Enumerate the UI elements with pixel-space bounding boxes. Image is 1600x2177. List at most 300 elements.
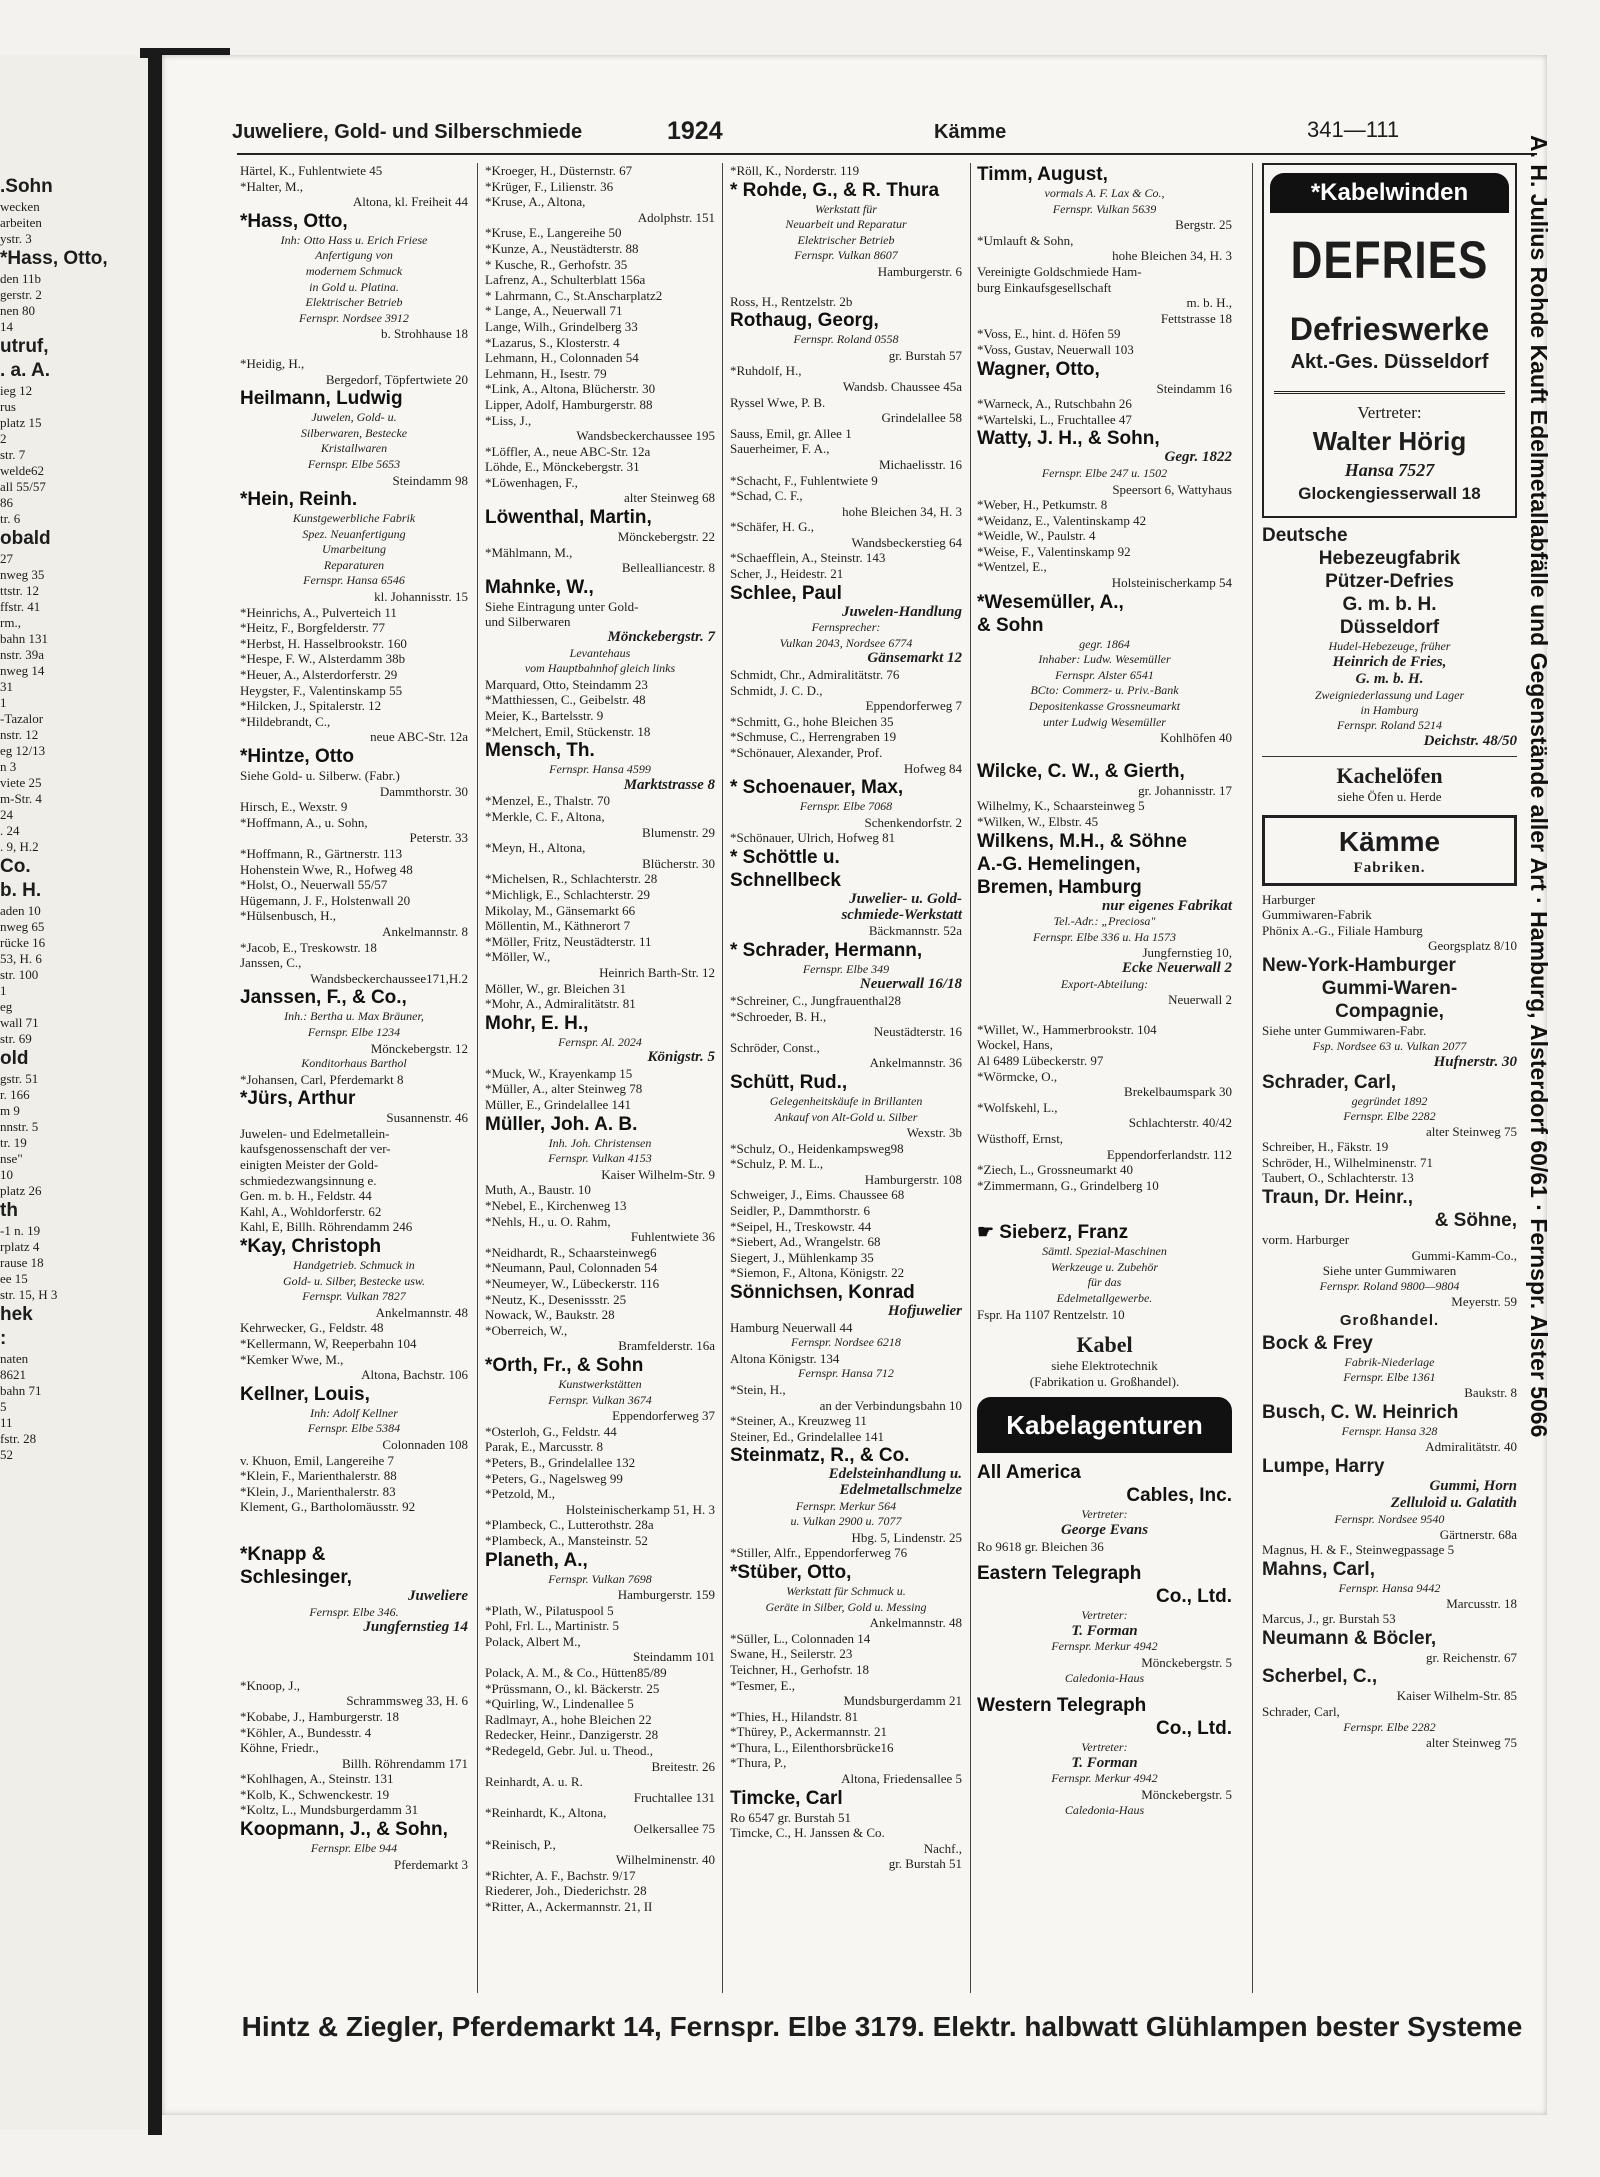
directory-entry-line: Sämtl. Spezial-Maschinen (1042, 1244, 1167, 1259)
left-page-fragment: ystr. 3 (0, 231, 32, 246)
directory-entry-line: *Schaefflein, A., Steinstr. 143 (730, 550, 886, 566)
agency-detail: Mönckebergstr. 5 (1141, 1655, 1232, 1670)
directory-entry-line: Müller, E., Grindelallee 141 (485, 1097, 632, 1113)
directory-entry-line: *Kohlhagen, A., Steinstr. 131 (240, 1771, 394, 1787)
defries-advertisement (1262, 163, 1517, 518)
kabelwinden-banner: *Kabelwinden (1270, 173, 1509, 213)
directory-entry-line: Schröder, H., Wilhelminenstr. 71 (1262, 1154, 1433, 1170)
left-page-fragment: ee 15 (0, 1271, 28, 1286)
directory-entry-line: Fernspr. Hansa 712 (798, 1366, 894, 1381)
directory-entry-line: *Johansen, Carl, Pferdemarkt 8 (240, 1071, 404, 1087)
left-page-fragment: str. 69 (0, 1031, 32, 1046)
directory-entry-line: *Link, A., Altona, Blücherstr. 30 (485, 381, 656, 397)
directory-entry-line: *Hülsenbusch, H., (240, 908, 337, 924)
directory-entry-line: Juwelier- u. Gold- (849, 890, 962, 907)
left-page-fragment: *Hass, Otto, (0, 248, 108, 269)
directory-entry-line: Fernspr. Hansa 9442 (1338, 1580, 1441, 1595)
directory-entry-line: *Schönauer, Ulrich, Hofweg 81 (730, 830, 896, 846)
directory-entry-line: Zelluloid u. Galatith (1390, 1494, 1517, 1511)
spacer (977, 746, 1232, 760)
directory-entry-line: Gänsemarkt 12 (867, 650, 962, 667)
directory-entry-line: *Wörmcke, O., (977, 1068, 1058, 1084)
directory-entry-line: Janssen, C., (240, 955, 302, 971)
directory-entry-line: *Wentzel, E., (977, 559, 1047, 575)
directory-entry-line: Ankelmannstr. 8 (382, 923, 468, 939)
directory-entry-name: Compagnie, (1335, 1000, 1444, 1022)
left-page-fragment: all 55/57 (0, 479, 46, 494)
directory-entry-name: *Jürs, Arthur (240, 1088, 356, 1110)
directory-entry-line: Fsp. Nordsee 63 u. Vulkan 2077 (1312, 1038, 1467, 1053)
directory-entry-line: gr. Reichenstr. 67 (1426, 1649, 1517, 1665)
directory-entry-line: Lange, Wilh., Grindelberg 33 (485, 318, 638, 334)
kabel-heading: Kabel (1076, 1332, 1133, 1358)
directory-entry-line: gr. Johannisstr. 17 (1138, 782, 1232, 798)
directory-entry-line: Hofjuwelier (887, 1303, 962, 1320)
left-page-fragment: 53, H. 6 (0, 951, 42, 966)
directory-entry-line: Pferdemarkt 3 (393, 1856, 468, 1872)
directory-entry-line: Gelegenheitskäufe in Brillanten (769, 1093, 923, 1108)
directory-entry-name: Schnellbeck (730, 869, 841, 891)
directory-entry-line: *Siebert, Ad., Wrangelstr. 68 (730, 1234, 881, 1250)
directory-entry-line: Polack, A. M., & Co., Hütten85/89 (485, 1665, 667, 1681)
directory-entry-line: *Weise, F., Valentinskamp 92 (977, 543, 1131, 559)
directory-entry-name: ☛ Sieberz, Franz (977, 1222, 1129, 1244)
representative-address: Glockengiesserwall 18 (1298, 484, 1481, 503)
directory-entry-line: für das (1087, 1275, 1122, 1290)
column-divider (477, 163, 478, 1993)
agency-detail: Vertreter: (1081, 1507, 1128, 1522)
directory-entry-line: Klement, G., Bartholomäusstr. 92 (240, 1499, 416, 1515)
left-page-fragment: nstr. 39a (0, 647, 45, 662)
directory-entry-line: und Silberwaren (485, 614, 571, 630)
directory-entry-line: Mikolay, M., Gänsemarkt 66 (485, 902, 636, 918)
directory-column-4 (977, 163, 1232, 2003)
directory-entry-line: Kaiser Wilhelm-Str. 9 (601, 1166, 715, 1182)
directory-entry-line: Fernspr. Elbe 5384 (307, 1421, 401, 1436)
directory-entry-line: Magnus, H. & F., Steinwegpassage 5 (1262, 1542, 1455, 1558)
left-page-fragment: b. H. (0, 880, 42, 901)
directory-entry-line: Marktstrasse 8 (623, 776, 715, 793)
directory-entry-line: *Hoffmann, R., Gärtnerstr. 113 (240, 845, 403, 861)
directory-entry-line: Löhde, E., Mönckebergstr. 31 (485, 459, 640, 475)
directory-entry-line: Fernspr. Elbe 944 (310, 1841, 398, 1856)
directory-entry-line: kl. Johannisstr. 15 (374, 589, 468, 605)
directory-entry-line: Tel.-Adr.: „Preciosa" (1053, 914, 1156, 929)
directory-entry-line: Ankauf von Alt-Gold u. Silber (774, 1109, 918, 1124)
hebezeug-note-line: Hudel-Hebezeuge, früher (1328, 639, 1451, 653)
directory-entry-line: Lehmann, H., Isestr. 79 (485, 365, 607, 381)
directory-entry-line: Muth, A., Baustr. 10 (485, 1182, 591, 1198)
left-page-fragment: : (0, 1328, 7, 1349)
directory-entry-line: Inh. Joh. Christensen (548, 1135, 652, 1150)
directory-entry-line: *Kolb, K., Schwenckestr. 19 (240, 1786, 390, 1802)
directory-entry-line: *Krüger, F., Lilienstr. 36 (485, 178, 614, 194)
directory-entry-line: *Ziech, L., Grossneumarkt 40 (977, 1162, 1133, 1178)
directory-entry-line: Blücherstr. 30 (642, 855, 715, 871)
directory-entry-line: *Peters, B., Grindelallee 132 (485, 1454, 636, 1470)
directory-entry-line: Schweiger, J., Eims. Chaussee 68 (730, 1187, 905, 1203)
kabelagentur-entry (977, 1461, 1232, 1554)
directory-entry-name: Mohr, E. H., (485, 1012, 589, 1034)
directory-entry-line: *Koltz, L., Mundsburgerdamm 31 (240, 1802, 419, 1818)
directory-column-1 (240, 163, 468, 2003)
directory-entry-name: *Hintze, Otto (240, 746, 354, 767)
directory-entry-line: Fernspr. Roland 0558 (793, 332, 899, 347)
directory-entry-line: Scher, J., Heidestr. 21 (730, 566, 844, 582)
left-page-fragment: nnstr. 5 (0, 1119, 39, 1134)
directory-entry-name: New-York-Hamburger (1262, 954, 1456, 976)
left-page-fragment: 24 (0, 807, 13, 822)
left-page-fragment: nweg 65 (0, 919, 45, 934)
left-page-fragment: m-Str. 4 (0, 791, 42, 806)
directory-entry-name: Sönnichsen, Konrad (730, 1282, 915, 1304)
directory-entry-line: Schröder, Const., (730, 1039, 820, 1055)
left-page-fragment: rm., (0, 615, 21, 630)
kaemme-heading-box (1262, 815, 1517, 886)
left-page-fragment: n 3 (0, 759, 17, 774)
column-divider (970, 163, 971, 1993)
directory-entry-line: Gummi, Horn (1429, 1477, 1517, 1494)
agency-name: Co., Ltd. (1156, 1586, 1232, 1608)
left-page-fragment: ieg 12 (0, 383, 33, 398)
directory-entry-line: Siehe unter Gummiwaren (1322, 1263, 1457, 1279)
directory-entry-line: *Voss, E., hint. d. Höfen 59 (977, 326, 1121, 342)
directory-entry-line: *Plambeck, A., Mansteinstr. 52 (485, 1532, 648, 1548)
directory-entry-line: Holsteinischerkamp 51, H. 3 (565, 1501, 715, 1517)
agency-name: Western Telegraph (977, 1695, 1147, 1717)
directory-column-3 (730, 163, 962, 2003)
directory-entry-line: *Kroeger, H., Düsternstr. 67 (485, 163, 633, 178)
spacer (977, 1008, 1232, 1022)
agency-detail: T. Forman (1071, 1622, 1138, 1639)
directory-entry-line: Kahl, E, Billh. Röhrendamm 246 (240, 1219, 413, 1235)
directory-entry-line: Anfertigung von (315, 248, 393, 263)
directory-entry-line: Export-Abteilung: (1060, 976, 1149, 991)
directory-entry-line: Altona, kl. Freiheit 44 (352, 194, 468, 210)
directory-entry-line: *Ruhdolf, H., (730, 363, 802, 379)
directory-entry-line: Speersort 6, Wattyhaus (1112, 481, 1232, 497)
directory-entry-line: *Thürey, P., Ackermannstr. 21 (730, 1724, 887, 1740)
directory-entry-name: Wilcke, C. W., & Gierth, (977, 760, 1185, 782)
directory-entry-line: Fernspr. Vulkan 3674 (548, 1392, 652, 1407)
kabelagentur-entry (977, 1694, 1232, 1818)
directory-entry-line: *Willet, W., Hammerbrookstr. 104 (977, 1021, 1157, 1037)
left-page-fragment: tr. 6 (0, 511, 21, 526)
left-page-fragment: .Sohn (0, 176, 53, 197)
directory-entry-line: hohe Bleichen 34, H. 3 (842, 503, 962, 519)
directory-entry-line: *Wilken, W., Elbstr. 45 (977, 814, 1099, 829)
directory-entry-line: * Kusche, R., Gerhofstr. 35 (485, 256, 628, 272)
directory-entry-line: Timcke, C., H. Janssen & Co. (730, 1825, 885, 1841)
defries-company-name: Defrieswerke (1289, 311, 1490, 347)
left-page-fragment: . 24 (0, 823, 20, 838)
directory-entry-line: *Reinhardt, K., Altona, (485, 1805, 607, 1821)
directory-entry-line: Hbg. 5, Lindenstr. 25 (851, 1529, 962, 1545)
directory-entry-line: Fernspr. Elbe 7068 (799, 799, 893, 814)
spacer (730, 280, 962, 294)
directory-entry-line: *Schmuse, C., Herrengraben 19 (730, 729, 897, 745)
directory-entry-line: Ankelmannstr. 36 (869, 1055, 962, 1071)
directory-entry-name: Watty, J. H., & Sohn, (977, 428, 1160, 450)
directory-entry-line: *Kobabe, J., Hamburgerstr. 18 (240, 1708, 399, 1724)
directory-entry-line: Ecke Neuerwall 2 (1122, 959, 1232, 976)
directory-entry-line: *Lazarus, S., Klosterstr. 4 (485, 334, 620, 350)
directory-entry-line: *Ritter, A., Ackermannstr. 21, II (485, 1898, 653, 1914)
directory-entry-line: Umarbeitung (322, 542, 386, 557)
left-page-fragment: 14 (0, 319, 13, 334)
left-page-fragment: . a. A. (0, 360, 50, 381)
directory-entry-line: Pohl, Frl. L., Martinistr. 5 (485, 1618, 619, 1634)
directory-entry-line: Depositenkasse Grossneumarkt (1028, 699, 1181, 714)
column-4-entries (977, 163, 1232, 1322)
directory-entry-line: *Zimmermann, G., Grindelberg 10 (977, 1177, 1159, 1193)
directory-entry-name: *Hein, Reinh. (240, 489, 358, 511)
directory-entry-name: Löwenthal, Martin, (485, 507, 652, 529)
directory-entry-line: Polack, Albert M., (485, 1633, 581, 1649)
left-page-fragment: gerstr. 2 (0, 287, 42, 302)
kaemme-entries (1262, 892, 1517, 1751)
directory-entry-line: alter Steinweg 75 (1426, 1734, 1517, 1750)
agency-detail: Fernspr. Merkur 4942 (1051, 1771, 1158, 1786)
directory-entry-line: Bergstr. 25 (1175, 217, 1232, 233)
directory-entry-name: Timcke, Carl (730, 1787, 843, 1809)
directory-entry-line: Neuarbeit und Reparatur (785, 217, 907, 232)
directory-entry-line: *Voss, Gustav, Neuerwall 103 (977, 341, 1134, 357)
directory-entry-line: *Seipel, H., Treskowstr. 44 (730, 1218, 872, 1234)
directory-entry-line: Wilhelmy, K., Schaarsteinweg 5 (977, 798, 1145, 814)
directory-entry-line: Radlmayr, A., hohe Bleichen 22 (485, 1711, 652, 1727)
directory-entry-line: Vereinigte Goldschmiede Ham- (977, 263, 1142, 279)
left-page-fragment: arbeiten (0, 215, 42, 230)
directory-entry-line: Georgsplatz 8/10 (1428, 938, 1517, 954)
defries-company-sub: Akt.-Ges. Düsseldorf (1290, 351, 1489, 373)
directory-entry-line: Fernspr. Elbe 1234 (307, 1024, 401, 1039)
directory-entry-line: *Holst, O., Neuerwall 55/57 (240, 877, 388, 893)
directory-entry-line: *Neidhardt, R., Schaarsteinweg6 (485, 1244, 657, 1260)
left-page-fragment: wecken (0, 199, 40, 214)
directory-entry-line: *Kellermann, W, Reeperbahn 104 (240, 1336, 417, 1351)
directory-entry-line: m. b. H., (1186, 295, 1232, 311)
directory-entry-line: vorm. Harburger (1262, 1231, 1350, 1247)
directory-entry-line: Altona, Bachstr. 106 (361, 1367, 468, 1383)
left-page-fragment: wall 71 (0, 1015, 39, 1030)
directory-entry-line: *Mohr, A., Admiralitätstr. 81 (485, 996, 636, 1012)
agency-detail: George Evans (1060, 1522, 1149, 1539)
left-page-fragment: platz 15 (0, 415, 42, 430)
directory-entry-line: alter Steinweg 75 (1426, 1123, 1517, 1139)
left-page-fragment: 2 (0, 431, 7, 446)
directory-entry-name: Mensch, Th. (485, 740, 595, 762)
directory-entry-line: Fettstrasse 18 (1160, 310, 1232, 326)
directory-entry-line: Redecker, Heinr., Danzigerstr. 28 (485, 1727, 659, 1743)
column-divider (1252, 163, 1253, 1993)
directory-entry-name: *Kay, Christoph (240, 1236, 382, 1258)
directory-entry-line: Blumenstr. 29 (642, 824, 715, 840)
directory-entry-name: Scherbel, C., (1262, 1666, 1378, 1688)
directory-entry-line: *Heidig, H., (240, 355, 305, 371)
directory-entry-line: in Gold u. Platina. (309, 279, 399, 294)
directory-entry-line: Lipper, Adolf, Hamburgerstr. 88 (485, 396, 653, 412)
left-page-fragment: tr. 19 (0, 1135, 27, 1150)
left-page-fragment: str. 7 (0, 447, 26, 462)
directory-entry-line: *Steiner, A., Kreuzweg 11 (730, 1413, 867, 1429)
left-page-fragment: old (0, 1048, 29, 1069)
directory-entry-line: Juwelen- und Edelmetallein- (240, 1125, 390, 1141)
left-page-edge (0, 55, 150, 2130)
directory-entry-line: Fernspr. Roland 9800—9804 (1319, 1278, 1460, 1293)
left-page-fragment: 1 (0, 983, 7, 998)
directory-entry-name: *Knapp & (240, 1543, 326, 1565)
kacheloefen-note: siehe Öfen u. Herde (1337, 789, 1442, 804)
kabelagentur-entry (977, 1562, 1232, 1686)
directory-entry-name: * Rohde, G., & R. Thura (730, 179, 940, 201)
directory-entry-line: *Nebel, E., Kirchenweg 13 (485, 1198, 627, 1214)
directory-entry-line: Brekelbaumspark 30 (1124, 1084, 1232, 1100)
directory-entry-name: Janssen, F., & Co., (240, 987, 407, 1009)
directory-entry-line: *Möller, Fritz, Neustädterstr. 11 (485, 933, 652, 949)
header-section-title: Juweliere, Gold- und Silberschmiede (232, 121, 583, 143)
directory-entry-line: Fernspr. Alster 6541 (1055, 667, 1154, 682)
hebezeug-name-line: G. m. b. H. (1342, 594, 1437, 615)
directory-entry-line: *Thura, L., Eilenthorsbrücke16 (730, 1739, 894, 1755)
directory-entry-name: Kellner, Louis, (240, 1383, 370, 1405)
directory-entry-line: *Stiller, Alfr., Eppendorferweg 76 (730, 1545, 908, 1561)
directory-entry-line: *Kunze, A., Neustädterstr. 88 (485, 240, 639, 256)
left-page-fragment: nweg 35 (0, 567, 45, 582)
directory-entry-line: Taubert, O., Schlachterstr. 13 (1262, 1170, 1414, 1186)
directory-entry-line: *Schönauer, Alexander, Prof. (730, 745, 883, 760)
directory-entry-line: Hamburgerstr. 159 (617, 1587, 715, 1603)
left-page-fragment: bahn 71 (0, 1383, 42, 1398)
directory-entry-line: *Michligk, E., Schlachterstr. 29 (485, 886, 651, 902)
directory-entry-line: *Neumeyer, W., Lübeckerstr. 116 (485, 1276, 660, 1291)
directory-entry-line: *Hildebrandt, C., (240, 713, 331, 729)
directory-entry-line: *Liss, J., (485, 412, 532, 428)
directory-entry-line: Eppendorferlandstr. 112 (1106, 1146, 1232, 1162)
spacer (240, 1515, 468, 1529)
directory-entry-line: Vulkan 2043, Nordsee 6774 (779, 635, 913, 650)
directory-entry-line: *Mählmann, M., (485, 544, 573, 560)
directory-entry-line: Steindamm 16 (1156, 380, 1232, 396)
agency-detail: T. Forman (1071, 1754, 1138, 1771)
directory-entry-name: Heilmann, Ludwig (240, 388, 403, 410)
left-page-fragment: bahn 131 (0, 631, 49, 646)
directory-entry-line: nur eigenes Fabrikat (1101, 897, 1232, 914)
directory-entry-line: Fernspr. Vulkan 8607 (794, 248, 898, 263)
directory-entry-line: Fernspr. Elbe 2282 (1343, 1719, 1436, 1734)
directory-entry-line: Inh: Adolf Kellner (310, 1405, 398, 1420)
agency-name: Co., Ltd. (1156, 1718, 1232, 1740)
header-year: 1924 (667, 117, 723, 145)
hebezeug-note-line: Heinrich de Fries, (1332, 654, 1447, 670)
directory-entry-name: Schlesinger, (240, 1566, 352, 1588)
directory-entry-line: *Müller, A., alter Steinweg 78 (485, 1081, 643, 1097)
directory-entry-line: Marcus, J., gr. Burstah 53 (1262, 1611, 1396, 1627)
advertisement-column (1262, 163, 1517, 2003)
directory-entry-line: *Weidanz, E., Valentinskamp 42 (977, 512, 1147, 528)
directory-entry-line: Juweliere (408, 1587, 468, 1604)
directory-entry-line: Lafrenz, A., Schulterblatt 156a (485, 272, 646, 288)
directory-entry-line: *Hespe, F. W., Alsterdamm 38b (240, 651, 406, 667)
left-page-fragment: 5 (0, 1399, 7, 1414)
directory-entry-line: Fruchtallee 131 (633, 1789, 715, 1805)
directory-entry-line: Gegr. 1822 (1164, 449, 1232, 466)
left-page-fragment: -1 n. 19 (0, 1223, 41, 1238)
directory-entry-line: Meier, K., Bartelsstr. 9 (485, 708, 604, 723)
directory-entry-line: *Warneck, A., Rutschbahn 26 (977, 396, 1132, 412)
directory-entry-line: Wandsb. Chaussee 45a (842, 378, 962, 394)
directory-entry-line: modernem Schmuck (305, 263, 403, 278)
directory-entry-line: Kohlhöfen 40 (1160, 730, 1232, 746)
directory-entry-line: Siehe Eintragung unter Gold- (485, 598, 639, 614)
left-page-fragment: 27 (0, 551, 13, 566)
directory-entry-line: BCto: Commerz- u. Priv.-Bank (1030, 683, 1179, 698)
directory-entry-line: Grindelallee 58 (881, 410, 962, 426)
directory-entry-line: *Kruse, E., Langereihe 50 (485, 225, 622, 241)
directory-entry-line: *Merkle, C. F., Altona, (485, 808, 605, 824)
spacer (977, 1193, 1232, 1207)
directory-entry-line: *Petzold, M., (485, 1486, 556, 1502)
directory-entry-line: Parak, E., Marcusstr. 8 (485, 1439, 604, 1455)
left-page-fragment: m 9 (0, 1103, 20, 1118)
directory-entry-line: Fernspr. Nordsee 9540 (1334, 1511, 1445, 1526)
directory-entry-line: Colonnaden 108 (382, 1436, 468, 1452)
directory-entry-line: *Köhler, A., Bundesstr. 4 (240, 1724, 372, 1740)
directory-entry-line: Schmidt, Chr., Admiralitätstr. 76 (730, 667, 900, 683)
agency-name: Eastern Telegraph (977, 1563, 1142, 1585)
directory-entry-line: Köhne, Friedr., (240, 1740, 319, 1756)
directory-entry-line: Fernspr. Elbe 336 u. Ha 1573 (1033, 929, 1176, 944)
directory-entry-line: *Nehls, H., u. O. Rahm, (485, 1213, 611, 1229)
kabel-note-2: (Fabrikation u. Großhandel). (1029, 1373, 1180, 1389)
directory-entry-name: Mahnke, W., (485, 576, 594, 598)
directory-entry-name: & Söhne, (1434, 1209, 1517, 1231)
left-page-fragment: 11 (0, 1415, 13, 1430)
directory-entry-line: *Heitz, F., Borgfelderstr. 77 (240, 620, 385, 636)
directory-entry-line: Teichner, H., Gerhofstr. 18 (730, 1661, 870, 1677)
directory-entry-name: Koopmann, J., & Sohn, (240, 1819, 448, 1841)
directory-entry-name: Traun, Dr. Heinr., (1262, 1186, 1413, 1208)
directory-entry-line: v. Khuon, Emil, Langereihe 7 (240, 1452, 395, 1468)
directory-entry-line: *Oberreich, W., (485, 1322, 568, 1338)
agency-detail: Vertreter: (1081, 1740, 1128, 1755)
hebezeug-note-line: in Hamburg (1360, 703, 1419, 717)
directory-entry-line: *Röll, K., Norderstr. 119 (730, 163, 860, 178)
directory-entry-line: *Löwenhagen, F., (485, 474, 578, 490)
directory-entry-line: Neustädterstr. 16 (873, 1024, 962, 1040)
directory-entry-line: Steiner, Ed., Grindelallee 141 (730, 1428, 884, 1444)
vertreter-label: Vertreter: (1357, 403, 1422, 422)
directory-entry-line: *Peters, G., Nagelsweg 99 (485, 1470, 623, 1486)
directory-entry-name: Schütt, Rud., (730, 1071, 848, 1093)
agency-name: Cables, Inc. (1126, 1485, 1232, 1507)
directory-entry-line: Neuerwall 2 (1168, 992, 1232, 1008)
section-rule (1262, 756, 1517, 757)
left-page-fragment: welde62 (0, 463, 45, 478)
directory-entry-line: *Schroeder, B. H., (730, 1008, 827, 1024)
directory-entry-line: Oelkersallee 75 (633, 1821, 715, 1836)
directory-entry-line: Billh. Röhrendamm 171 (341, 1755, 468, 1771)
directory-entry-line: gr. Burstah 51 (888, 1856, 962, 1872)
spacer (977, 1207, 1232, 1221)
directory-entry-name: * Schoenauer, Max, (730, 777, 904, 799)
directory-entry-line: *Muck, W., Krayenkamp 15 (485, 1065, 633, 1081)
directory-entry-line: Königstr. 5 (647, 1049, 715, 1066)
left-page-fragment: aden 10 (0, 903, 41, 918)
directory-entry-line: Fernspr. Vulkan 4153 (548, 1151, 652, 1166)
directory-entry-line: Altona, Friedensallee 5 (841, 1771, 962, 1787)
agency-detail: Fernspr. Merkur 4942 (1051, 1639, 1158, 1654)
